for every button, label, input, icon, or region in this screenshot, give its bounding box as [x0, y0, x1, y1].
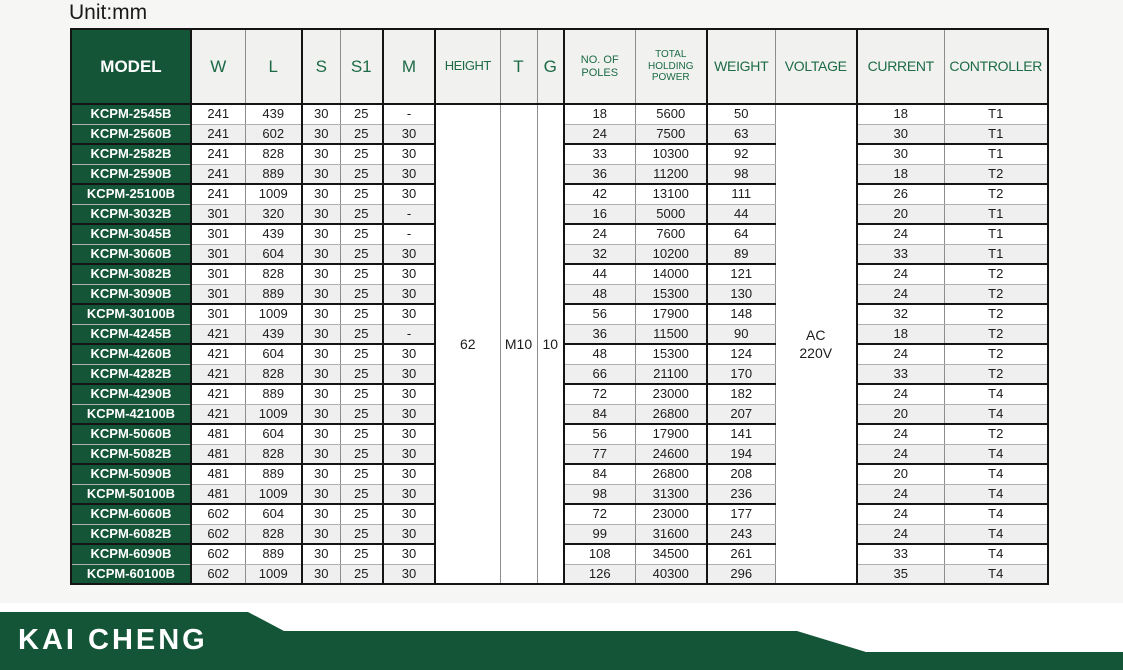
cell-m: 30 [383, 564, 435, 584]
cell-s1: 25 [340, 524, 383, 544]
cell-model: KCPM-3045B [71, 224, 191, 244]
cell-weight: 44 [707, 204, 775, 224]
column-header-voltage: VOLTAGE [775, 29, 857, 104]
cell-w: 241 [191, 144, 245, 164]
column-header-s: S [302, 29, 340, 104]
cell-w: 481 [191, 464, 245, 484]
cell-holding-power: 26800 [635, 404, 707, 424]
cell-s: 30 [302, 324, 340, 344]
cell-s1: 25 [340, 304, 383, 324]
cell-weight: 182 [707, 384, 775, 404]
cell-l: 604 [245, 344, 302, 364]
cell-model: KCPM-3032B [71, 204, 191, 224]
cell-l: 889 [245, 164, 302, 184]
cell-poles: 18 [564, 104, 635, 124]
cell-w: 602 [191, 524, 245, 544]
cell-weight: 111 [707, 184, 775, 204]
cell-poles: 84 [564, 464, 635, 484]
cell-weight: 50 [707, 104, 775, 124]
cell-current: 35 [857, 564, 944, 584]
cell-s: 30 [302, 384, 340, 404]
cell-holding-power: 15300 [635, 284, 707, 304]
cell-s: 30 [302, 284, 340, 304]
cell-m: 30 [383, 544, 435, 564]
cell-w: 241 [191, 124, 245, 144]
cell-m: - [383, 224, 435, 244]
column-header-height: HEIGHT [435, 29, 500, 104]
cell-holding-power: 21100 [635, 364, 707, 384]
cell-current: 24 [857, 524, 944, 544]
cell-s1: 25 [340, 444, 383, 464]
cell-s1: 25 [340, 264, 383, 284]
table-header [71, 29, 1048, 104]
cell-poles: 33 [564, 144, 635, 164]
cell-l: 604 [245, 244, 302, 264]
cell-controller: T2 [944, 164, 1048, 184]
cell-current: 24 [857, 504, 944, 524]
cell-m: 30 [383, 264, 435, 284]
cell-poles: 44 [564, 264, 635, 284]
cell-weight: 141 [707, 424, 775, 444]
cell-current: 26 [857, 184, 944, 204]
cell-model: KCPM-4260B [71, 344, 191, 364]
cell-poles: 56 [564, 304, 635, 324]
cell-l: 604 [245, 504, 302, 524]
cell-holding-power: 13100 [635, 184, 707, 204]
cell-s: 30 [302, 264, 340, 284]
cell-current: 30 [857, 124, 944, 144]
cell-s1: 25 [340, 104, 383, 124]
cell-s: 30 [302, 124, 340, 144]
cell-weight: 124 [707, 344, 775, 364]
column-header-g: G [537, 29, 564, 104]
cell-weight: 64 [707, 224, 775, 244]
cell-current: 24 [857, 424, 944, 444]
cell-s: 30 [302, 144, 340, 164]
cell-w: 602 [191, 544, 245, 564]
cell-s1: 25 [340, 224, 383, 244]
cell-l: 439 [245, 104, 302, 124]
column-header-controller: CONTROLLER [944, 29, 1048, 104]
spec-table-wrap [70, 28, 1049, 585]
cell-controller: T2 [944, 264, 1048, 284]
cell-s1: 25 [340, 244, 383, 264]
cell-l: 439 [245, 324, 302, 344]
cell-s: 30 [302, 224, 340, 244]
cell-weight: 130 [707, 284, 775, 304]
cell-weight: 296 [707, 564, 775, 584]
cell-controller: T2 [944, 304, 1048, 324]
cell-poles: 32 [564, 244, 635, 264]
cell-model: KCPM-2560B [71, 124, 191, 144]
cell-m: 30 [383, 164, 435, 184]
cell-controller: T1 [944, 244, 1048, 264]
cell-weight: 89 [707, 244, 775, 264]
cell-l: 602 [245, 124, 302, 144]
cell-model: KCPM-5090B [71, 464, 191, 484]
cell-s: 30 [302, 404, 340, 424]
table-row [71, 104, 1048, 124]
cell-m: 30 [383, 524, 435, 544]
column-header-m: M [383, 29, 435, 104]
voltage-line: 220V [799, 345, 833, 361]
cell-current: 18 [857, 104, 944, 124]
cell-poles: 36 [564, 164, 635, 184]
cell-s: 30 [302, 344, 340, 364]
cell-controller: T4 [944, 544, 1048, 564]
cell-l: 828 [245, 364, 302, 384]
cell-m: - [383, 204, 435, 224]
cell-m: 30 [383, 404, 435, 424]
cell-s1: 25 [340, 364, 383, 384]
cell-controller: T1 [944, 204, 1048, 224]
cell-s: 30 [302, 564, 340, 584]
cell-s: 30 [302, 184, 340, 204]
cell-controller: T2 [944, 424, 1048, 444]
cell-holding-power: 15300 [635, 344, 707, 364]
cell-m: 30 [383, 184, 435, 204]
cell-m: 30 [383, 344, 435, 364]
cell-weight: 148 [707, 304, 775, 324]
cell-poles: 48 [564, 344, 635, 364]
cell-model: KCPM-25100B [71, 184, 191, 204]
cell-l: 828 [245, 264, 302, 284]
cell-l: 1009 [245, 184, 302, 204]
cell-holding-power: 40300 [635, 564, 707, 584]
cell-holding-power: 17900 [635, 424, 707, 444]
cell-w: 301 [191, 304, 245, 324]
cell-current: 24 [857, 224, 944, 244]
cell-l: 828 [245, 144, 302, 164]
cell-s: 30 [302, 504, 340, 524]
cell-current: 20 [857, 464, 944, 484]
cell-m: 30 [383, 364, 435, 384]
cell-current: 32 [857, 304, 944, 324]
cell-l: 439 [245, 224, 302, 244]
cell-weight: 236 [707, 484, 775, 504]
cell-poles: 48 [564, 284, 635, 304]
cell-s1: 25 [340, 564, 383, 584]
column-header-s1: S1 [340, 29, 383, 104]
cell-model: KCPM-3060B [71, 244, 191, 264]
cell-poles: 42 [564, 184, 635, 204]
cell-controller: T2 [944, 344, 1048, 364]
column-header-current: CURRENT [857, 29, 944, 104]
cell-poles: 108 [564, 544, 635, 564]
cell-w: 421 [191, 364, 245, 384]
cell-poles: 72 [564, 384, 635, 404]
cell-w: 602 [191, 504, 245, 524]
cell-controller: T1 [944, 104, 1048, 124]
cell-controller: T2 [944, 184, 1048, 204]
cell-poles: 84 [564, 404, 635, 424]
cell-controller: T4 [944, 444, 1048, 464]
cell-model: KCPM-4282B [71, 364, 191, 384]
cell-weight: 177 [707, 504, 775, 524]
column-header-holding-power: TOTAL HOLDING POWER [635, 29, 707, 104]
cell-holding-power: 10300 [635, 144, 707, 164]
cell-l: 889 [245, 544, 302, 564]
cell-model: KCPM-3090B [71, 284, 191, 304]
cell-l: 1009 [245, 304, 302, 324]
cell-controller: T4 [944, 564, 1048, 584]
cell-w: 241 [191, 164, 245, 184]
cell-w: 481 [191, 484, 245, 504]
cell-current: 24 [857, 444, 944, 464]
cell-s: 30 [302, 204, 340, 224]
cell-weight: 121 [707, 264, 775, 284]
cell-current: 24 [857, 344, 944, 364]
cell-model: KCPM-3082B [71, 264, 191, 284]
cell-s1: 25 [340, 124, 383, 144]
cell-w: 241 [191, 184, 245, 204]
cell-controller: T2 [944, 284, 1048, 304]
cell-holding-power: 7500 [635, 124, 707, 144]
cell-weight: 170 [707, 364, 775, 384]
cell-holding-power: 11200 [635, 164, 707, 184]
cell-current: 18 [857, 324, 944, 344]
cell-s1: 25 [340, 424, 383, 444]
cell-holding-power: 23000 [635, 384, 707, 404]
cell-model: KCPM-2545B [71, 104, 191, 124]
cell-m: 30 [383, 284, 435, 304]
cell-s: 30 [302, 104, 340, 124]
cell-poles: 56 [564, 424, 635, 444]
cell-s1: 25 [340, 284, 383, 304]
cell-w: 301 [191, 284, 245, 304]
cell-m: 30 [383, 464, 435, 484]
cell-model: KCPM-4290B [71, 384, 191, 404]
column-header-w: W [191, 29, 245, 104]
cell-weight: 98 [707, 164, 775, 184]
cell-current: 30 [857, 144, 944, 164]
cell-weight: 63 [707, 124, 775, 144]
column-header-t: T [500, 29, 537, 104]
cell-model: KCPM-60100B [71, 564, 191, 584]
cell-controller: T1 [944, 124, 1048, 144]
cell-weight: 92 [707, 144, 775, 164]
cell-s: 30 [302, 244, 340, 264]
cell-model: KCPM-2582B [71, 144, 191, 164]
cell-controller: T4 [944, 524, 1048, 544]
cell-m: - [383, 324, 435, 344]
cell-holding-power: 17900 [635, 304, 707, 324]
cell-s1: 25 [340, 164, 383, 184]
cell-holding-power: 7600 [635, 224, 707, 244]
column-header-model: MODEL [71, 29, 191, 104]
cell-controller: T4 [944, 504, 1048, 524]
cell-l: 889 [245, 384, 302, 404]
cell-w: 301 [191, 244, 245, 264]
cell-holding-power: 5600 [635, 104, 707, 124]
cell-s1: 25 [340, 504, 383, 524]
cell-model: KCPM-6060B [71, 504, 191, 524]
cell-controller: T1 [944, 144, 1048, 164]
cell-holding-power: 23000 [635, 504, 707, 524]
unit-label: Unit:mm [69, 1, 148, 24]
cell-poles: 66 [564, 364, 635, 384]
cell-weight: 261 [707, 544, 775, 564]
cell-model: KCPM-5060B [71, 424, 191, 444]
cell-holding-power: 31600 [635, 524, 707, 544]
cell-model: KCPM-30100B [71, 304, 191, 324]
cell-w: 301 [191, 264, 245, 284]
cell-m: - [383, 104, 435, 124]
cell-l: 320 [245, 204, 302, 224]
cell-weight: 208 [707, 464, 775, 484]
cell-holding-power: 14000 [635, 264, 707, 284]
cell-m: 30 [383, 444, 435, 464]
cell-m: 30 [383, 144, 435, 164]
cell-holding-power: 34500 [635, 544, 707, 564]
cell-current: 24 [857, 264, 944, 284]
cell-holding-power: 10200 [635, 244, 707, 264]
column-header-poles: NO. OF POLES [564, 29, 635, 104]
cell-model: KCPM-5082B [71, 444, 191, 464]
cell-poles: 99 [564, 524, 635, 544]
cell-controller: T4 [944, 404, 1048, 424]
cell-current: 18 [857, 164, 944, 184]
cell-controller: T4 [944, 464, 1048, 484]
cell-poles: 72 [564, 504, 635, 524]
cell-s: 30 [302, 484, 340, 504]
cell-weight: 90 [707, 324, 775, 344]
table-body [71, 104, 1048, 584]
company-logo: KAI CHENG [18, 624, 208, 656]
spec-table [70, 28, 1049, 585]
cell-m: 30 [383, 244, 435, 264]
cell-w: 421 [191, 344, 245, 364]
cell-model: KCPM-6082B [71, 524, 191, 544]
cell-current: 24 [857, 284, 944, 304]
cell-s: 30 [302, 424, 340, 444]
cell-l: 1009 [245, 404, 302, 424]
cell-s1: 25 [340, 144, 383, 164]
cell-weight: 243 [707, 524, 775, 544]
cell-controller: T2 [944, 324, 1048, 344]
cell-w: 301 [191, 204, 245, 224]
cell-poles: 126 [564, 564, 635, 584]
cell-m: 30 [383, 504, 435, 524]
cell-s: 30 [302, 164, 340, 184]
cell-t-merged: M10 [500, 104, 537, 584]
cell-l: 828 [245, 524, 302, 544]
cell-model: KCPM-4245B [71, 324, 191, 344]
cell-poles: 24 [564, 224, 635, 244]
cell-s: 30 [302, 544, 340, 564]
cell-s: 30 [302, 364, 340, 384]
cell-current: 24 [857, 484, 944, 504]
cell-m: 30 [383, 304, 435, 324]
cell-m: 30 [383, 384, 435, 404]
cell-m: 30 [383, 124, 435, 144]
cell-w: 241 [191, 104, 245, 124]
column-header-l: L [245, 29, 302, 104]
cell-current: 33 [857, 244, 944, 264]
cell-weight: 194 [707, 444, 775, 464]
cell-model: KCPM-42100B [71, 404, 191, 424]
cell-s: 30 [302, 444, 340, 464]
cell-holding-power: 5000 [635, 204, 707, 224]
cell-holding-power: 11500 [635, 324, 707, 344]
cell-s1: 25 [340, 404, 383, 424]
cell-holding-power: 24600 [635, 444, 707, 464]
cell-poles: 16 [564, 204, 635, 224]
cell-controller: T1 [944, 224, 1048, 244]
cell-m: 30 [383, 424, 435, 444]
cell-s1: 25 [340, 184, 383, 204]
header-row [71, 29, 1048, 104]
cell-controller: T4 [944, 484, 1048, 504]
cell-s1: 25 [340, 484, 383, 504]
cell-model: KCPM-6090B [71, 544, 191, 564]
cell-l: 828 [245, 444, 302, 464]
cell-s: 30 [302, 464, 340, 484]
cell-holding-power: 26800 [635, 464, 707, 484]
cell-poles: 77 [564, 444, 635, 464]
cell-controller: T2 [944, 364, 1048, 384]
cell-current: 33 [857, 544, 944, 564]
cell-s1: 25 [340, 324, 383, 344]
cell-w: 421 [191, 384, 245, 404]
cell-weight: 207 [707, 404, 775, 424]
cell-l: 1009 [245, 484, 302, 504]
cell-w: 481 [191, 424, 245, 444]
cell-m: 30 [383, 484, 435, 504]
cell-poles: 24 [564, 124, 635, 144]
cell-w: 421 [191, 404, 245, 424]
voltage-line: AC [806, 327, 826, 343]
footer-banner [0, 600, 1123, 670]
cell-holding-power: 31300 [635, 484, 707, 504]
cell-l: 604 [245, 424, 302, 444]
cell-poles: 36 [564, 324, 635, 344]
cell-l: 1009 [245, 564, 302, 584]
cell-s1: 25 [340, 544, 383, 564]
cell-g-merged: 10 [537, 104, 564, 584]
cell-current: 20 [857, 404, 944, 424]
cell-controller: T4 [944, 384, 1048, 404]
cell-w: 602 [191, 564, 245, 584]
cell-l: 889 [245, 284, 302, 304]
cell-height-merged: 62 [435, 104, 500, 584]
cell-s1: 25 [340, 464, 383, 484]
cell-s1: 25 [340, 384, 383, 404]
cell-current: 20 [857, 204, 944, 224]
column-header-weight: WEIGHT [707, 29, 775, 104]
cell-s: 30 [302, 524, 340, 544]
cell-s1: 25 [340, 204, 383, 224]
cell-current: 33 [857, 364, 944, 384]
cell-s: 30 [302, 304, 340, 324]
cell-model: KCPM-2590B [71, 164, 191, 184]
cell-l: 889 [245, 464, 302, 484]
cell-current: 24 [857, 384, 944, 404]
cell-s1: 25 [340, 344, 383, 364]
cell-w: 301 [191, 224, 245, 244]
cell-voltage-merged [775, 104, 857, 584]
cell-poles: 98 [564, 484, 635, 504]
cell-w: 481 [191, 444, 245, 464]
cell-model: KCPM-50100B [71, 484, 191, 504]
cell-w: 421 [191, 324, 245, 344]
